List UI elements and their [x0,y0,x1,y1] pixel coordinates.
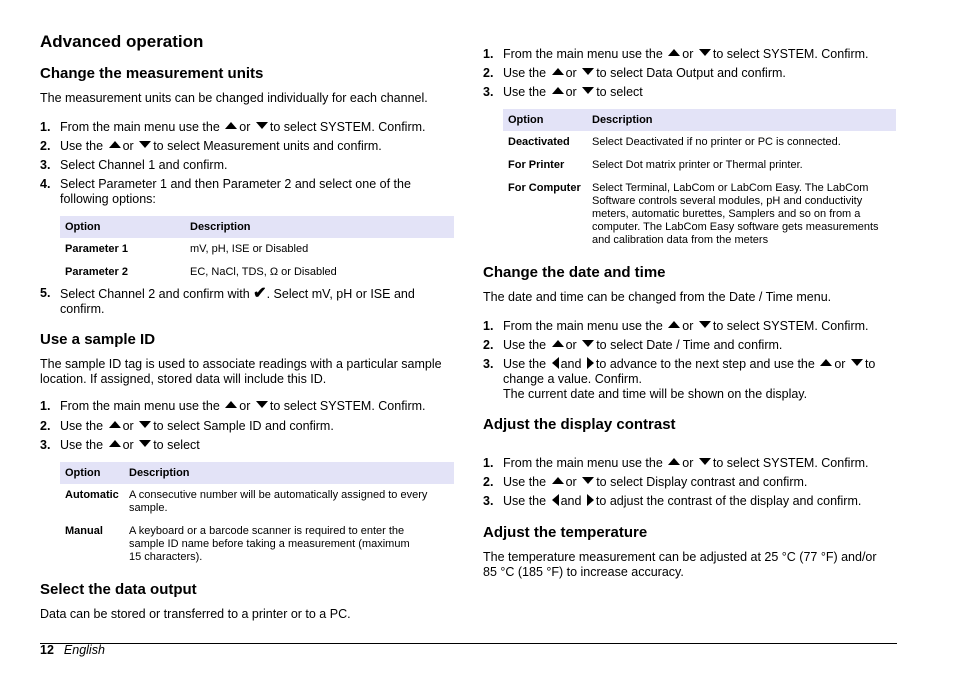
table-row: For Printer Select Dot matrix printer or Thermal printer. [508,159,803,171]
left-arrow-icon [552,357,559,369]
output-step-3: 3. Use the or to select [483,85,643,99]
down-arrow-icon [582,87,594,94]
down-arrow-icon [851,359,863,366]
sample-step-2: 2. Use the or to select Sample ID and confirm. [40,419,334,433]
up-arrow-icon [109,440,121,447]
checkmark-icon: ✔ [253,285,267,302]
up-arrow-icon [109,141,121,148]
right-arrow-icon [587,357,594,369]
table-row: Automatic A consecutive number will be automatically assigned to every sample. [65,489,428,514]
units-step-5: 5. Select Channel 2 and confirm with ✔. Select mV, pH or ISE and confirm. [40,285,415,316]
contrast-step-3: 3. Use the and to adjust the contrast of the display and confirm. [483,494,862,508]
sample-id-heading: Use a sample ID [40,331,156,348]
date-time-heading: Change the date and time [483,264,666,281]
data-output-options-table [503,109,896,249]
down-arrow-icon [139,440,151,447]
units-heading: Change the measurement units [40,65,264,82]
up-arrow-icon [552,340,564,347]
left-arrow-icon [552,494,559,506]
up-arrow-icon [820,359,832,366]
temperature-intro: The temperature measurement can be adjusted at 25 °C (77 °F) and/or 85 °C (185 °F) to increase accuracy. [483,550,877,579]
page-number: 12 [40,643,54,657]
date-step-3: 3. Use the and to advance to the next step and use the or to change a value. Confirm. The current date and time will be shown on the display. [483,357,876,401]
units-intro: The measurement units can be changed individually for each channel. [40,91,428,105]
footer-language: English [63,643,105,657]
down-arrow-icon [139,141,151,148]
down-arrow-icon [699,458,711,465]
down-arrow-icon [699,321,711,328]
table-header: Description [185,216,454,238]
table-row: Deactivated Select Deactivated if no printer or PC is connected. [508,136,841,148]
footer-divider [40,643,897,644]
contrast-step-2: 2. Use the or to select Display contrast and confirm. [483,475,808,489]
page-footer [40,643,105,658]
units-step-4: 4. Select Parameter 1 and then Parameter 2 and select one of the following options: [40,177,411,206]
up-arrow-icon [668,458,680,465]
down-arrow-icon [582,68,594,75]
table-row: Manual A keyboard or a barcode scanner is required to enter the sample ID name before taking a measurement (maximum 15 characters). [65,525,410,563]
up-arrow-icon [668,49,680,56]
date-step-1: 1. From the main menu use the or to select SYSTEM. Confirm. [483,319,869,333]
sample-step-3: 3. Use the or to select [40,438,200,452]
table-header: Description [124,462,454,484]
right-arrow-icon [587,494,594,506]
table-header: Option [60,462,124,484]
table-header: Description [587,109,896,131]
units-options-table [60,216,454,284]
table-row: Parameter 1 mV, pH, ISE or Disabled [65,243,309,255]
contrast-step-1: 1. From the main menu use the or to select SYSTEM. Confirm. [483,456,869,470]
sample-id-intro: The sample ID tag is used to associate readings with a particular sample location. If assigned, stored data will include this ID. [40,357,442,386]
down-arrow-icon [582,477,594,484]
contrast-heading: Adjust the display contrast [483,416,676,433]
table-header: Option [503,109,587,131]
up-arrow-icon [668,321,680,328]
data-output-intro: Data can be stored or transferred to a printer or to a PC. [40,607,351,621]
units-step-2: 2. Use the or to select Measurement units and confirm. [40,139,382,153]
data-output-heading: Select the data output [40,581,197,598]
up-arrow-icon [552,87,564,94]
table-row: For Computer Select Terminal, LabCom or LabCom Easy. The LabCom Software controls several modules, pH and conductivity meters, automatic burettes, Samplers and so on from a computer. The LabCom Easy software gets measurements and calibration data from the meters [508,182,879,246]
page-title: Advanced operation [40,32,204,51]
up-arrow-icon [552,68,564,75]
output-step-2: 2. Use the or to select Data Output and confirm. [483,66,786,80]
up-arrow-icon [552,477,564,484]
sample-id-options-table [60,462,454,566]
temperature-heading: Adjust the temperature [483,524,648,541]
down-arrow-icon [256,401,268,408]
up-arrow-icon [225,401,237,408]
date-step-2: 2. Use the or to select Date / Time and confirm. [483,338,783,352]
down-arrow-icon [256,122,268,129]
units-step-3: 3. Select Channel 1 and confirm. [40,158,228,172]
table-row: Parameter 2 EC, NaCl, TDS, Ω or Disabled [65,266,337,278]
down-arrow-icon [139,421,151,428]
units-step-1: 1. From the main menu use the or to select SYSTEM. Confirm. [40,120,426,134]
table-header: Option [60,216,185,238]
down-arrow-icon [699,49,711,56]
up-arrow-icon [109,421,121,428]
output-step-1: 1. From the main menu use the or to select SYSTEM. Confirm. [483,47,869,61]
sample-step-1: 1. From the main menu use the or to select SYSTEM. Confirm. [40,399,426,413]
date-time-intro: The date and time can be changed from the Date / Time menu. [483,290,832,304]
down-arrow-icon [582,340,594,347]
up-arrow-icon [225,122,237,129]
